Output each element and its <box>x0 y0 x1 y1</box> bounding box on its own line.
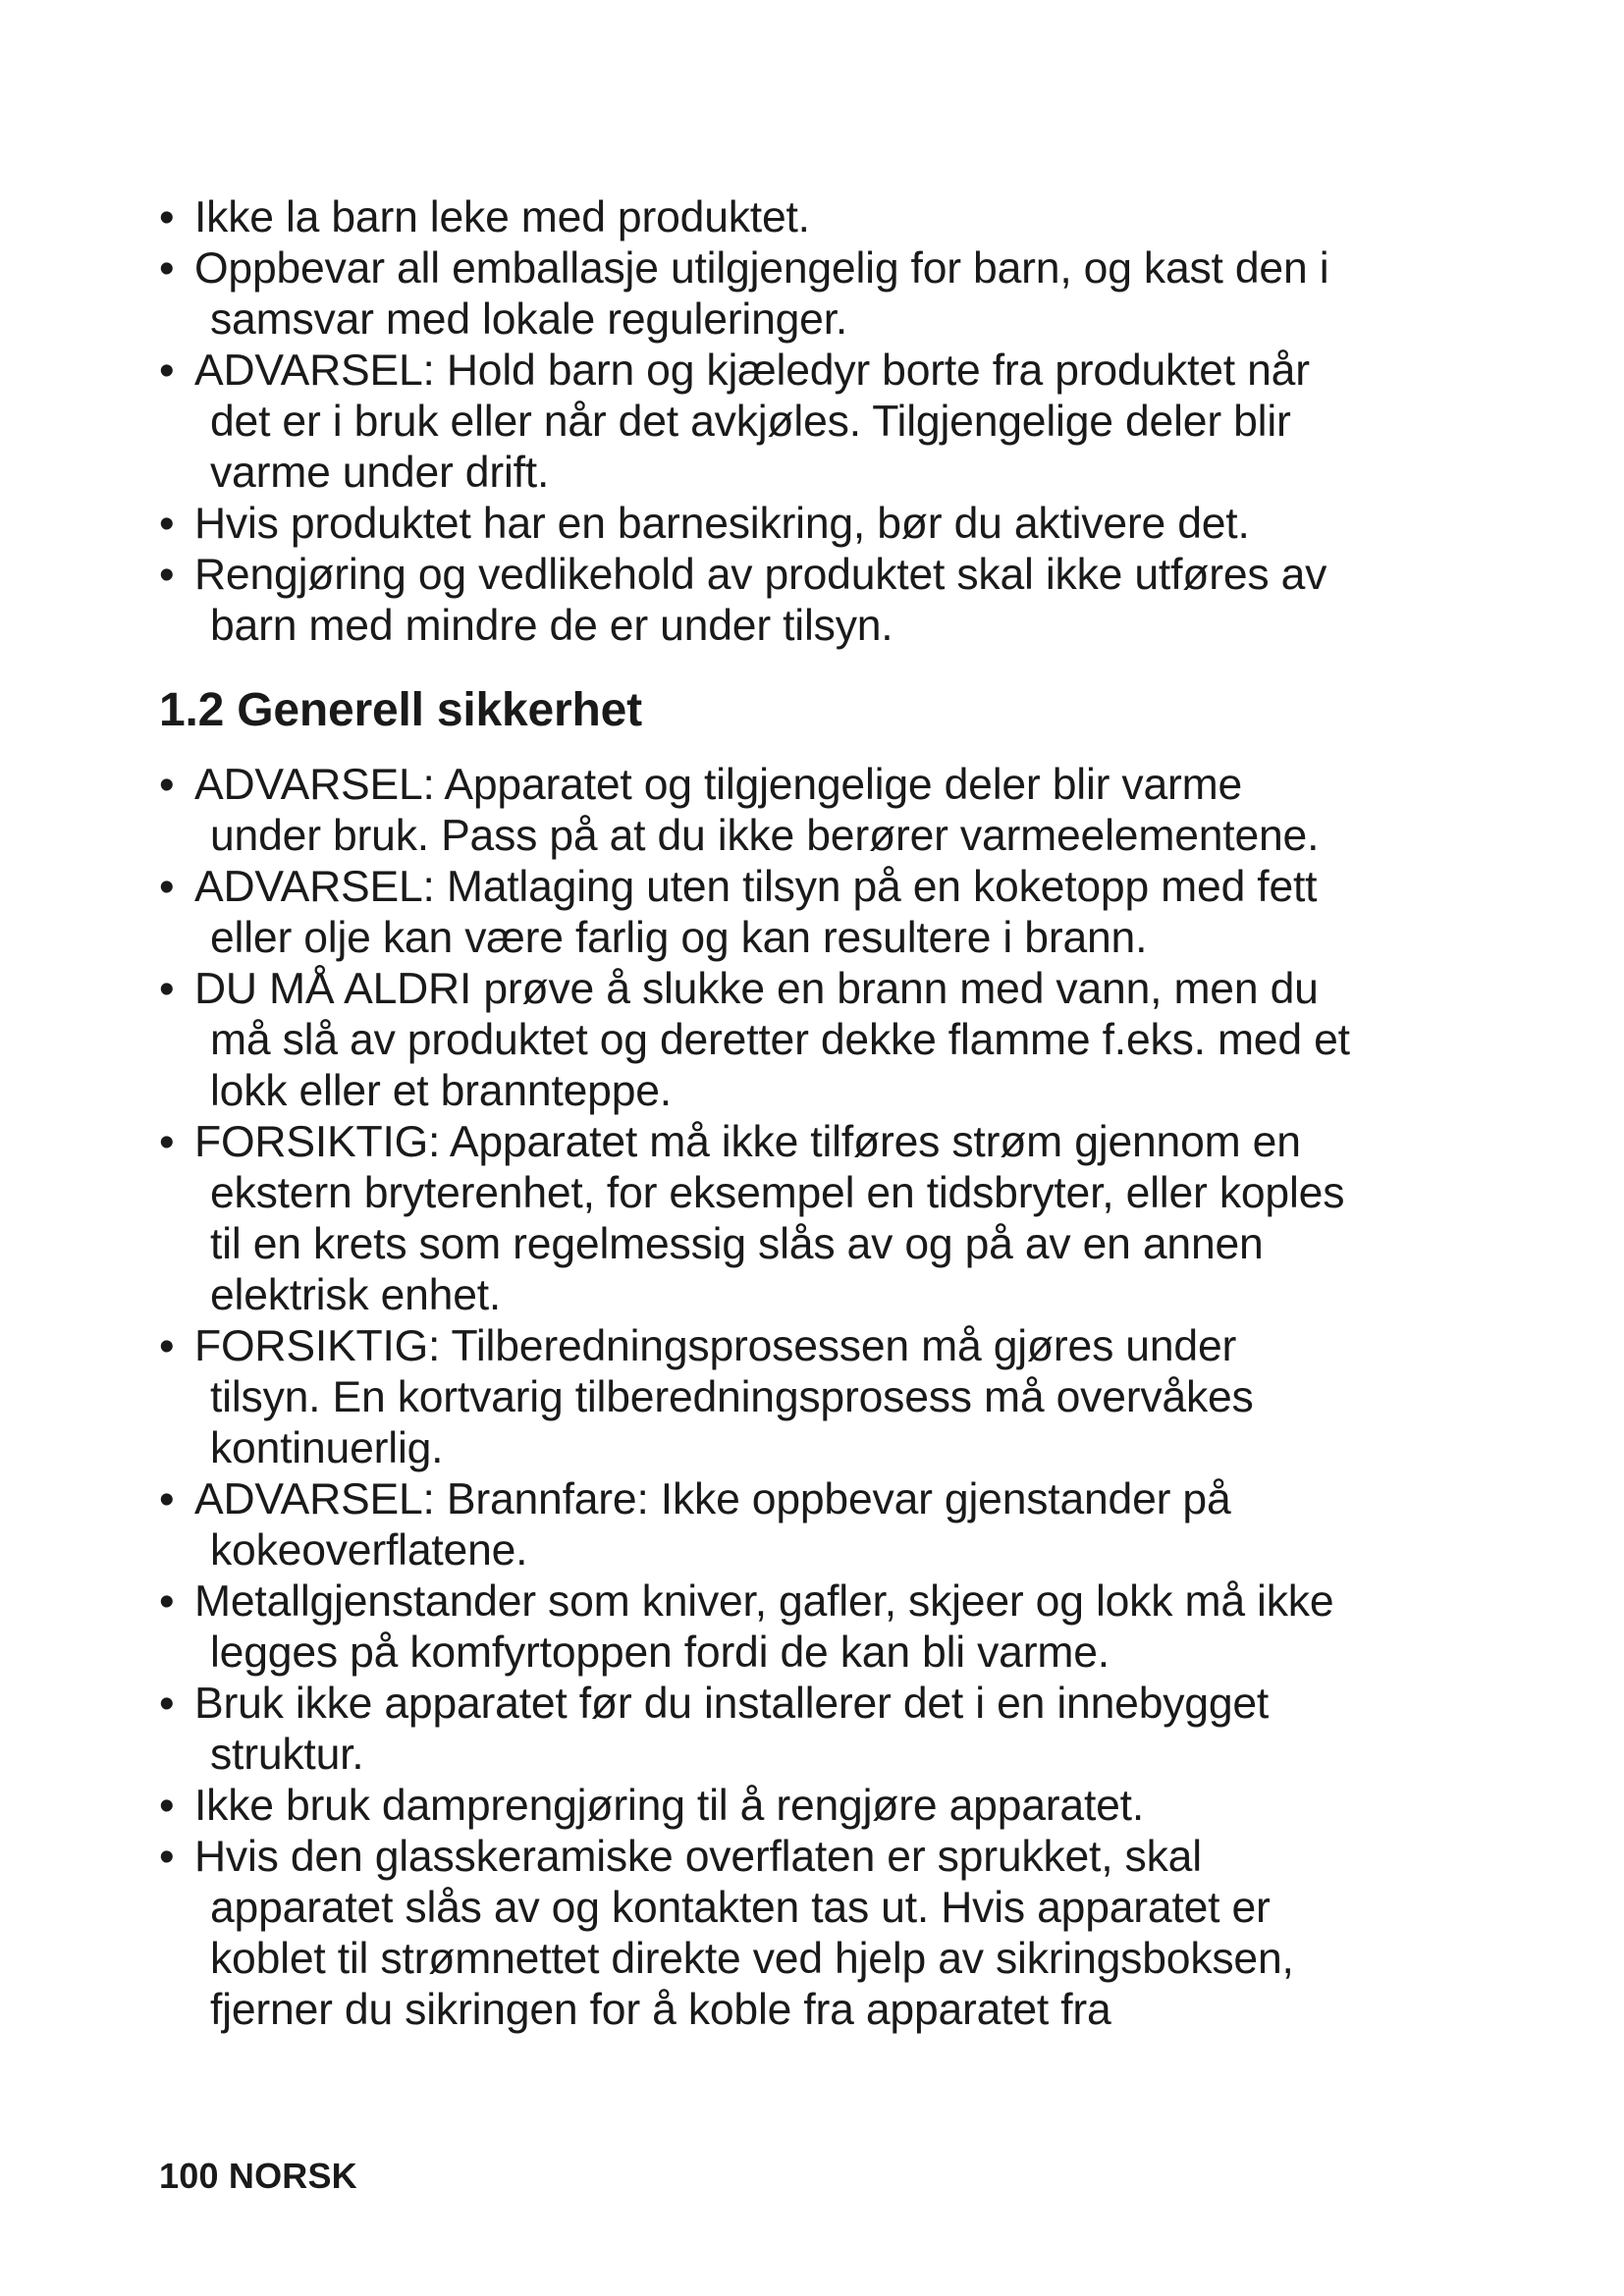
list-item <box>159 964 1475 1117</box>
text-line: varme under drift. <box>210 449 550 497</box>
list-item <box>159 499 1475 550</box>
list-item-text <box>194 1117 1475 1321</box>
list-item <box>159 550 1475 652</box>
list-item-text <box>194 499 1475 550</box>
text-line: • FORSIKTIG: Tilberedningsprosessen må gjøres under <box>194 1322 1237 1370</box>
list-item-text <box>194 964 1475 1117</box>
text-line: • DU MÅ ALDRI prøve å slukke en brann med vann, men du <box>194 965 1319 1013</box>
list-item <box>159 1576 1475 1679</box>
text-line: må slå av produktet og deretter dekke flamme f.eks. med et <box>210 1016 1350 1064</box>
list-item <box>159 1832 1475 2036</box>
text-line: • Hvis produktet har en barnesikring, bør du aktivere det. <box>194 500 1250 548</box>
list-item <box>159 346 1475 499</box>
text-line: • ADVARSEL: Apparatet og tilgjengelige deler blir varme <box>194 761 1243 809</box>
text-line: • ADVARSEL: Matlaging uten tilsyn på en koketopp med fett <box>194 863 1318 911</box>
text-line: • ADVARSEL: Brannfare: Ikke oppbevar gjenstander på <box>194 1475 1231 1523</box>
text-line: apparatet slås av og kontakten tas ut. Hvis apparatet er <box>210 1884 1271 1932</box>
text-line: struktur. <box>210 1731 364 1779</box>
general-safety-list <box>159 760 1475 2036</box>
text-line: eller olje kan være farlig og kan resultere i brann. <box>210 914 1148 962</box>
page-content <box>159 192 1475 2036</box>
text-line: samsvar med lokale reguleringer. <box>210 295 848 344</box>
text-line: • Hvis den glasskeramiske overflaten er sprukket, skal <box>194 1833 1202 1881</box>
text-line: • Ikke la barn leke med produktet. <box>194 193 810 241</box>
intro-safety-list <box>159 192 1475 652</box>
list-item-text <box>194 1832 1475 2036</box>
text-line: fjerner du sikringen for å koble fra apparatet fra <box>210 1986 1111 2034</box>
page-footer: 100 NORSK <box>159 2156 357 2196</box>
list-item <box>159 1474 1475 1576</box>
text-line: barn med mindre de er under tilsyn. <box>210 602 893 650</box>
text-line: • Metallgjenstander som kniver, gafler, skjeer og lokk må ikke <box>194 1577 1334 1626</box>
list-item-text <box>194 346 1475 499</box>
list-item-text <box>194 1679 1475 1781</box>
text-line: • ADVARSEL: Hold barn og kjæledyr borte fra produktet når <box>194 347 1310 395</box>
text-line: ekstern bryterenhet, for eksempel en tidsbryter, eller koples <box>210 1169 1345 1217</box>
list-item <box>159 1117 1475 1321</box>
text-line: elektrisk enhet. <box>210 1271 502 1319</box>
list-item-text <box>194 1474 1475 1576</box>
list-item-text <box>194 1321 1475 1474</box>
text-line: • Oppbevar all emballasje utilgjengelig for barn, og kast den i <box>194 244 1329 293</box>
list-item-text <box>194 1576 1475 1679</box>
text-line: legges på komfyrtoppen fordi de kan bli varme. <box>210 1629 1110 1677</box>
list-item-text <box>194 192 1475 243</box>
text-line: kokeoverflatene. <box>210 1526 528 1575</box>
text-line: • Rengjøring og vedlikehold av produktet skal ikke utføres av <box>194 551 1327 599</box>
text-line: • Ikke bruk damprengjøring til å rengjøre apparatet. <box>194 1782 1145 1830</box>
text-line: det er i bruk eller når det avkjøles. Tilgjengelige deler blir <box>210 398 1291 446</box>
list-item <box>159 1781 1475 1832</box>
list-item-text <box>194 760 1475 862</box>
text-line: kontinuerlig. <box>210 1424 444 1472</box>
list-item <box>159 862 1475 964</box>
text-line: under bruk. Pass på at du ikke berører varmeelementene. <box>210 812 1320 860</box>
list-item-text <box>194 550 1475 652</box>
text-line: lokk eller et brannteppe. <box>210 1067 672 1115</box>
list-item <box>159 1679 1475 1781</box>
text-line: koblet til strømnettet direkte ved hjelp av sikringsboksen, <box>210 1935 1294 1983</box>
list-item <box>159 760 1475 862</box>
text-line: til en krets som regelmessig slås av og på av en annen <box>210 1220 1264 1268</box>
list-item-text <box>194 243 1475 346</box>
list-item <box>159 192 1475 243</box>
list-item <box>159 1321 1475 1474</box>
text-line: tilsyn. En kortvarig tilberedningsprosess må overvåkes <box>210 1373 1254 1421</box>
text-line: • Bruk ikke apparatet før du installerer det i en innebygget <box>194 1680 1270 1728</box>
text-line: • FORSIKTIG: Apparatet må ikke tilføres strøm gjennom en <box>194 1118 1301 1166</box>
list-item-text <box>194 862 1475 964</box>
list-item <box>159 243 1475 346</box>
section-heading: 1.2 Generell sikkerhet <box>159 684 642 736</box>
list-item-text <box>194 1781 1475 1832</box>
